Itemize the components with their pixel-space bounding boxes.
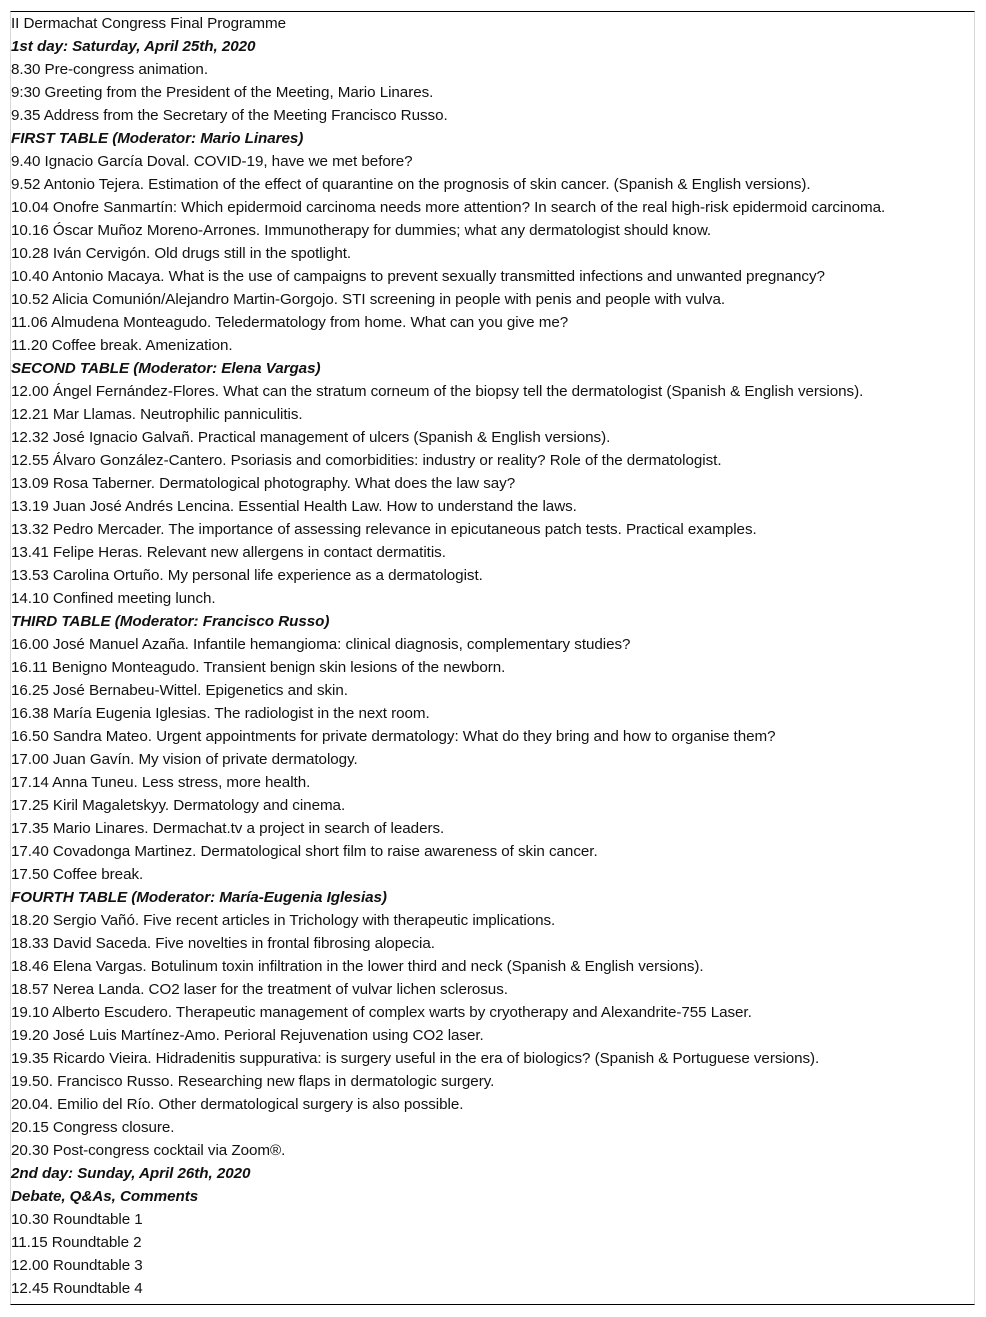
- programme-entry: 17.25 Kiril Magaletskyy. Dermatology and cinema.: [11, 797, 346, 814]
- programme-entry: 18.57 Nerea Landa. CO2 laser for the treatment of vulvar lichen sclerosus.: [11, 981, 508, 998]
- programme-entry: 16.00 José Manuel Azaña. Infantile hemangioma: clinical diagnosis, complementary studies?: [11, 636, 631, 653]
- table-caption: II Dermachat Congress Final Programme: [11, 15, 286, 32]
- section-heading: 1st day: Saturday, April 25th, 2020: [11, 38, 256, 55]
- programme-entry: 10.28 Iván Cervigón. Old drugs still in the spotlight.: [11, 245, 352, 262]
- programme-entry: 13.41 Felipe Heras. Relevant new allergens in contact dermatitis.: [11, 544, 446, 561]
- programme-entry: 18.46 Elena Vargas. Botulinum toxin infiltration in the lower third and neck (Spanish & English versions).: [11, 958, 704, 975]
- programme-entry: 19.10 Alberto Escudero. Therapeutic management of complex warts by cryotherapy and Alexandrite-755 Laser.: [11, 1004, 752, 1021]
- programme-entry: 17.40 Covadonga Martinez. Dermatological short film to raise awareness of skin cancer.: [11, 843, 598, 860]
- programme-entry: 20.30 Post-congress cocktail via Zoom®.: [11, 1142, 286, 1159]
- section-heading: FIRST TABLE (Moderator: Mario Linares): [11, 130, 304, 147]
- programme-entry: 17.50 Coffee break.: [11, 866, 144, 883]
- programme-entry: 16.50 Sandra Mateo. Urgent appointments for private dermatology: What do they bring and how to organise them?: [11, 728, 776, 745]
- section-heading: Debate, Q&As, Comments: [11, 1188, 199, 1205]
- programme-entry: 12.21 Mar Llamas. Neutrophilic panniculitis.: [11, 406, 303, 423]
- programme-entry: 9.40 Ignacio García Doval. COVID-19, have we met before?: [11, 153, 413, 170]
- programme-rows: [11, 12, 885, 1300]
- programme-entry: 9.35 Address from the Secretary of the Meeting Francisco Russo.: [11, 107, 448, 124]
- programme-entry: 14.10 Confined meeting lunch.: [11, 590, 216, 607]
- programme-entry: 13.09 Rosa Taberner. Dermatological photography. What does the law say?: [11, 475, 516, 492]
- section-heading: 2nd day: Sunday, April 26th, 2020: [11, 1165, 251, 1182]
- programme-entry: 20.15 Congress closure.: [11, 1119, 175, 1136]
- programme-entry: 8.30 Pre-congress animation.: [11, 61, 208, 78]
- programme-entry: 12.00 Roundtable 3: [11, 1257, 143, 1274]
- programme-entry: 13.19 Juan José Andrés Lencina. Essential Health Law. How to understand the laws.: [11, 498, 577, 515]
- section-heading: THIRD TABLE (Moderator: Francisco Russo): [11, 613, 330, 630]
- programme-entry: 16.11 Benigno Monteagudo. Transient benign skin lesions of the newborn.: [11, 659, 506, 676]
- programme-entry: 12.32 José Ignacio Galvañ. Practical management of ulcers (Spanish & English versions).: [11, 429, 611, 446]
- programme-entry: 10.04 Onofre Sanmartín: Which epidermoid carcinoma needs more attention? In search of the real high-risk epidermoid carcinoma.: [11, 199, 886, 216]
- programme-entry: 10.16 Óscar Muñoz Moreno-Arrones. Immunotherapy for dummies; what any dermatologist should know.: [11, 222, 712, 239]
- programme-entry: 13.32 Pedro Mercader. The importance of assessing relevance in epicutaneous patch tests. Practical examples.: [11, 521, 757, 538]
- programme-entry: 12.00 Ángel Fernández-Flores. What can the stratum corneum of the biopsy tell the dermatologist (Spanish & English versions).: [11, 383, 864, 400]
- programme-entry: 11.06 Almudena Monteagudo. Teledermatology from home. What can you give me?: [11, 314, 569, 331]
- programme-entry: 18.20 Sergio Vañó. Five recent articles in Trichology with therapeutic implications.: [11, 912, 556, 929]
- programme-entry: 11.20 Coffee break. Amenization.: [11, 337, 233, 354]
- programme-entry: 16.38 María Eugenia Iglesias. The radiologist in the next room.: [11, 705, 430, 722]
- section-heading: FOURTH TABLE (Moderator: María-Eugenia Iglesias): [11, 889, 387, 906]
- programme-entry: 11.15 Roundtable 2: [11, 1234, 142, 1251]
- programme-entry: 12.55 Álvaro González-Cantero. Psoriasis and comorbidities: industry or reality? Role of the dermatologist.: [11, 452, 722, 469]
- programme-entry: 12.45 Roundtable 4: [11, 1280, 143, 1297]
- programme-entry: 16.25 José Bernabeu-Wittel. Epigenetics and skin.: [11, 682, 348, 699]
- programme-entry: 9.52 Antonio Tejera. Estimation of the effect of quarantine on the prognosis of skin cancer. (Spanish & English versions).: [11, 176, 811, 193]
- programme-entry: 20.04. Emilio del Río. Other dermatological surgery is also possible.: [11, 1096, 464, 1113]
- programme-entry: 9:30 Greeting from the President of the Meeting, Mario Linares.: [11, 84, 434, 101]
- programme-entry: 17.35 Mario Linares. Dermachat.tv a project in search of leaders.: [11, 820, 445, 837]
- programme-entry: 17.00 Juan Gavín. My vision of private dermatology.: [11, 751, 358, 768]
- programme-entry: 17.14 Anna Tuneu. Less stress, more health.: [11, 774, 311, 791]
- programme-entry: 13.53 Carolina Ortuño. My personal life experience as a dermatologist.: [11, 567, 483, 584]
- programme-entry: 19.20 José Luis Martínez-Amo. Perioral Rejuvenation using CO2 laser.: [11, 1027, 484, 1044]
- programme-entry: 18.33 David Saceda. Five novelties in frontal fibrosing alopecia.: [11, 935, 435, 952]
- programme-entry: 19.50. Francisco Russo. Researching new flaps in dermatologic surgery.: [11, 1073, 495, 1090]
- programme-entry: 19.35 Ricardo Vieira. Hidradenitis suppurativa: is surgery useful in the era of biologics? (Spanish & Portuguese versions).: [11, 1050, 820, 1067]
- programme-entry: 10.40 Antonio Macaya. What is the use of campaigns to prevent sexually transmitted infections and unwanted pregnancy?: [11, 268, 825, 285]
- programme-entry: 10.52 Alicia Comunión/Alejandro Martin-Gorgojo. STI screening in people with penis and people with vulva.: [11, 291, 726, 308]
- section-heading: SECOND TABLE (Moderator: Elena Vargas): [11, 360, 321, 377]
- programme-entry: 10.30 Roundtable 1: [11, 1211, 143, 1228]
